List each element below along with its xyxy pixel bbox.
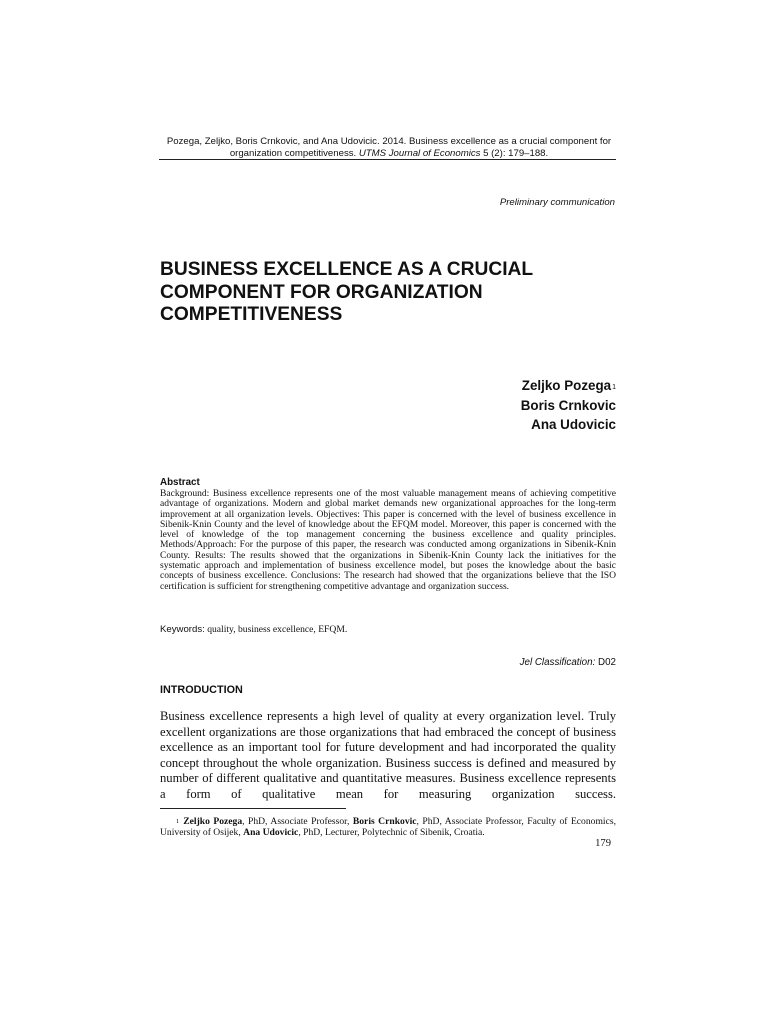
footnote-text-1: , PhD, Associate Professor, bbox=[242, 816, 353, 827]
author-name: Boris Crnkovic bbox=[520, 397, 616, 413]
author-1 bbox=[521, 376, 616, 396]
page-number: 179 bbox=[595, 838, 611, 849]
jel-label: Jel Classification: bbox=[519, 657, 596, 668]
author-2 bbox=[521, 396, 616, 416]
keywords-label: Keywords: bbox=[160, 624, 205, 635]
citation-header bbox=[160, 136, 618, 160]
abstract-heading: Abstract bbox=[160, 477, 200, 488]
title-line-3: COMPETITIVENESS bbox=[160, 304, 343, 325]
citation-volume: 5 (2): 179–188. bbox=[480, 148, 549, 159]
title-line-2: COMPONENT FOR ORGANIZATION bbox=[160, 281, 483, 303]
footnote-text-2: , PhD, Associate Professor, Faculty of Economics, University of Osijek, bbox=[160, 816, 616, 839]
header-divider bbox=[159, 159, 616, 160]
citation-journal: UTMS Journal of Economics bbox=[358, 148, 481, 159]
citation-text: organization competitiveness. bbox=[229, 148, 359, 159]
footnote-author-3: Ana Udovicic bbox=[243, 827, 299, 839]
footnote-author-1: Zeljko Pozega bbox=[183, 816, 243, 827]
communication-type: Preliminary communication bbox=[499, 197, 615, 208]
author-name: Zeljko Pozega bbox=[521, 378, 612, 393]
author-footnote-mark: 1 bbox=[612, 384, 616, 391]
footnote-author-2: Boris Crnkovic bbox=[352, 816, 417, 827]
author-list bbox=[521, 376, 616, 435]
introduction-body: Business excellence represents a high level of quality at every organization level. Truly excellent organizations are those organizations that had embraced the concept of business excellence as an important tool for future development and had incorporated the quality concept throughout the whole organization. Business success is defined and measured by number of different qualitative and quantitative measures. Business excellence represents a form of qualitative mean for measuring organization success. bbox=[160, 709, 616, 801]
footnote bbox=[160, 816, 616, 839]
abstract-body: Background: Business excellence represents one of the most valuable management means of achieving competitive advantage of organizations. Modern and global market demands new organizational approaches for the long-term improvement at all organization levels. Objectives: This paper is concerned with the level of business excellence in Sibenik-Knin County and the level of knowledge about the EFQM model. Moreover, this paper is concerned with the level of knowledge of the top management concerning the business excellence and quality principles. Methods/Approach: For the purpose of this paper, the research was conducted among organizations in Sibenik-Knin County. Results: The results showed that the organizations in Sibenik-Knin County lack the initiatives for the systematic approach and implementation of business excellence model, but poses the knowledge about the basic concepts of business excellence. Conclusions: The research had showed that the organizations believe that the ISO certification is sufficient for strengthening competitive advantage and organization success. bbox=[160, 488, 616, 592]
keywords bbox=[160, 624, 616, 635]
author-name: Ana Udovicic bbox=[531, 417, 616, 432]
paper-title bbox=[160, 259, 616, 327]
section-heading-introduction: INTRODUCTION bbox=[160, 684, 243, 696]
jel-classification bbox=[520, 657, 616, 668]
jel-value: D02 bbox=[595, 657, 616, 668]
title-line-1: BUSINESS EXCELLENCE AS A CRUCIAL bbox=[160, 259, 534, 280]
footnote-text-3: , PhD, Lecturer, Polytechnic of Sibenik, Croatia. bbox=[298, 827, 485, 839]
footnote-mark: 1 bbox=[176, 818, 180, 825]
keywords-value: quality, business excellence, EFQM. bbox=[204, 624, 348, 635]
author-3 bbox=[521, 415, 616, 435]
footnote-divider bbox=[160, 808, 346, 809]
citation-line-1: Pozega, Zeljko, Boris Crnkovic, and Ana Udovicic. 2014. Business excellence as a crucial component for bbox=[166, 136, 612, 147]
